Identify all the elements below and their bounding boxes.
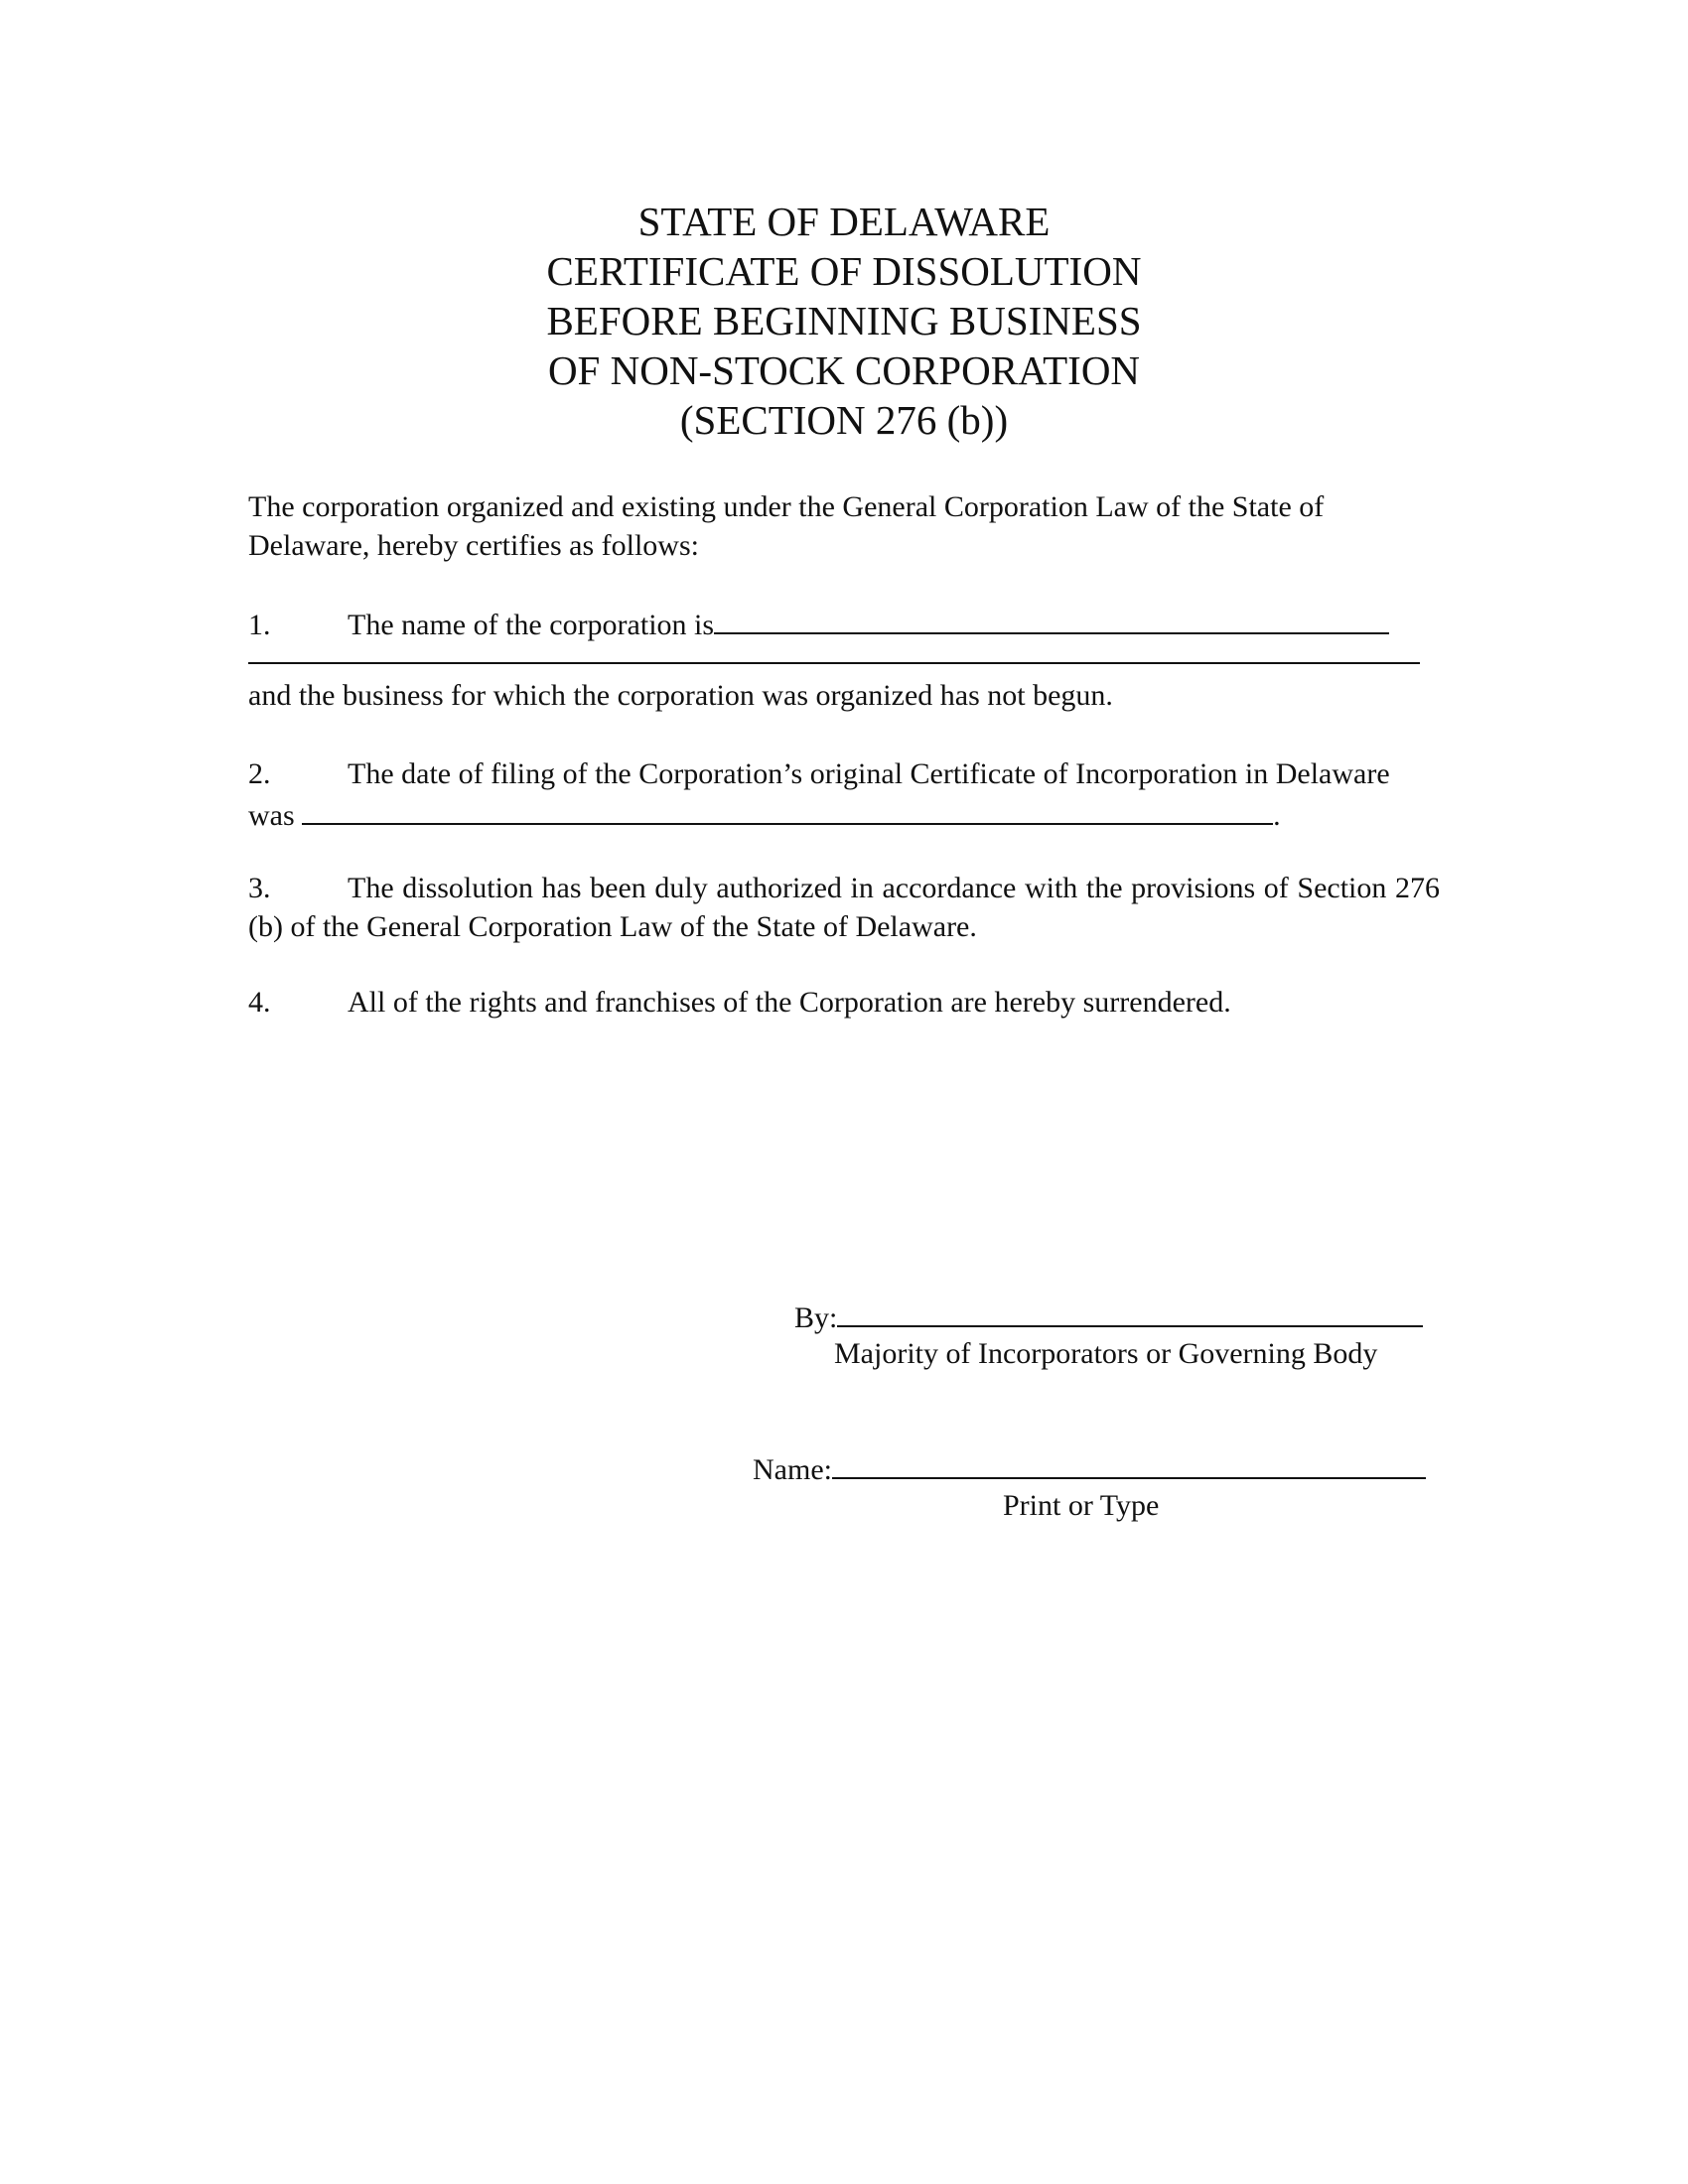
item-2 bbox=[248, 754, 1440, 835]
signature-by-caption: Majority of Incorporators or Governing Body bbox=[834, 1337, 1378, 1370]
item-number: 4. bbox=[248, 986, 271, 1019]
item-3 bbox=[248, 869, 1440, 946]
corporation-name-field[interactable] bbox=[714, 603, 1389, 634]
item-number: 3. bbox=[248, 872, 271, 904]
document-title bbox=[0, 197, 1688, 445]
item-3-text: The dissolution has been duly authorized in accordance with the provisions of Section 276 (b) of the General Corporation Law of the State of Delaware. bbox=[248, 872, 1440, 943]
signature-by-row bbox=[794, 1296, 1423, 1337]
filing-date-field[interactable] bbox=[302, 793, 1273, 825]
intro-paragraph: The corporation organized and existing under the General Corporation Law of the State of Delaware, hereby certifies as follows: bbox=[248, 490, 1325, 562]
item-1-text-before: The name of the corporation is bbox=[348, 609, 715, 641]
corporation-name-field-continued[interactable] bbox=[248, 644, 1420, 664]
item-2-text-before: The date of filing of the Corporation’s original Certificate of Incorporation in Delaware was bbox=[248, 757, 1390, 832]
printed-name-field[interactable] bbox=[832, 1447, 1426, 1479]
item-1 bbox=[248, 603, 1440, 715]
item-number: 1. bbox=[248, 609, 271, 641]
signature-name-row bbox=[753, 1447, 1426, 1489]
title-line-non-stock: OF NON-STOCK CORPORATION bbox=[547, 347, 1141, 393]
title-line-section: (SECTION 276 (b)) bbox=[679, 397, 1009, 443]
item-2-text-after: . bbox=[1273, 799, 1281, 832]
title-line-state: STATE OF DELAWARE bbox=[637, 199, 1051, 244]
item-4-text: All of the rights and franchises of the Corporation are hereby surrendered. bbox=[348, 986, 1231, 1019]
title-line-certificate: CERTIFICATE OF DISSOLUTION bbox=[546, 248, 1142, 294]
item-1-text-after: and the business for which the corporation was organized has not begun. bbox=[248, 679, 1113, 712]
signature-name-label: Name: bbox=[753, 1453, 832, 1486]
signature-name-caption: Print or Type bbox=[1003, 1489, 1160, 1522]
item-4 bbox=[248, 983, 1440, 1022]
signature-field[interactable] bbox=[837, 1296, 1423, 1327]
item-number: 2. bbox=[248, 757, 271, 790]
signature-by-label: By: bbox=[794, 1301, 838, 1334]
title-line-before-business: BEFORE BEGINNING BUSINESS bbox=[546, 298, 1142, 343]
